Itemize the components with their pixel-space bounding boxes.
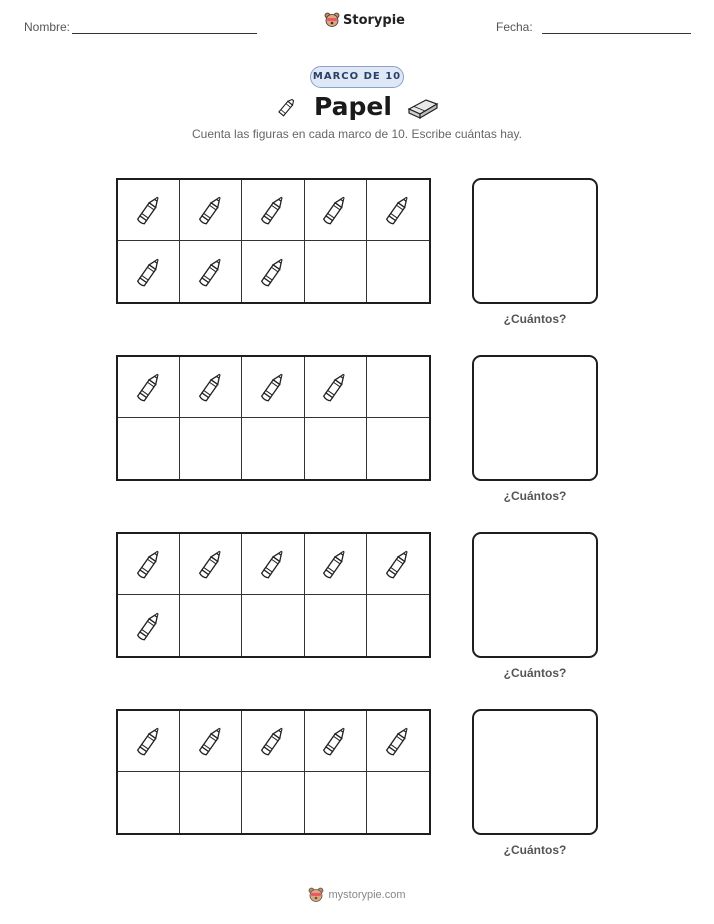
brand-name: Storypie	[343, 12, 405, 28]
frame-cell	[118, 357, 180, 418]
frame-cell	[305, 418, 367, 479]
crayon-icon	[274, 94, 300, 120]
crayon-icon	[130, 607, 168, 645]
frame-cell	[242, 772, 304, 833]
footer	[0, 887, 714, 903]
frame-cell	[242, 357, 304, 418]
date-line[interactable]	[542, 33, 691, 34]
frame-cell	[180, 241, 242, 302]
frame-cell	[367, 357, 429, 418]
frame-cell	[367, 418, 429, 479]
crayon-icon	[254, 253, 292, 291]
frame-cell	[305, 595, 367, 656]
frame-cell	[118, 241, 180, 302]
crayon-icon	[379, 191, 417, 229]
frame-cell	[305, 357, 367, 418]
ten-frame-3	[116, 532, 431, 658]
frame-cell	[242, 418, 304, 479]
crayon-icon	[130, 253, 168, 291]
bear-logo-icon	[308, 887, 324, 903]
frame-cell	[180, 711, 242, 772]
crayon-icon	[316, 722, 354, 760]
answer-box-1[interactable]	[472, 178, 598, 304]
crayon-icon	[192, 191, 230, 229]
question-label-2: ¿Cuántos?	[503, 489, 567, 503]
frame-cell	[367, 241, 429, 302]
frame-cell	[305, 711, 367, 772]
frame-cell	[242, 180, 304, 241]
name-line[interactable]	[72, 33, 257, 34]
crayon-icon	[130, 722, 168, 760]
footer-url: mystorypie.com	[328, 889, 406, 901]
frame-cell	[367, 534, 429, 595]
crayon-icon	[192, 545, 230, 583]
bear-logo-icon	[324, 12, 340, 28]
frame-cell	[180, 534, 242, 595]
crayon-icon	[254, 368, 292, 406]
instructions: Cuenta las figuras en cada marco de 10. Escribe cuántas hay.	[192, 127, 522, 141]
brand-logo	[324, 12, 405, 28]
crayon-icon	[130, 368, 168, 406]
name-label: Nombre:	[24, 20, 71, 34]
page-title: Papel	[314, 92, 392, 121]
title-row	[0, 92, 714, 121]
crayon-icon	[130, 545, 168, 583]
frame-cell	[180, 772, 242, 833]
eraser-icon	[406, 94, 440, 120]
frame-cell	[305, 241, 367, 302]
crayon-icon	[192, 722, 230, 760]
frame-cell	[367, 711, 429, 772]
crayon-icon	[192, 253, 230, 291]
crayon-icon	[379, 545, 417, 583]
date-label: Fecha:	[496, 20, 533, 34]
crayon-icon	[316, 191, 354, 229]
ten-frame-4	[116, 709, 431, 835]
question-label-3: ¿Cuántos?	[503, 666, 567, 680]
crayon-icon	[254, 722, 292, 760]
frame-cell	[305, 534, 367, 595]
frame-cell	[305, 180, 367, 241]
frame-cell	[118, 711, 180, 772]
frame-cell	[242, 595, 304, 656]
frame-cell	[180, 357, 242, 418]
frame-cell	[180, 595, 242, 656]
crayon-icon	[379, 722, 417, 760]
ten-frame-1	[116, 178, 431, 304]
crayon-icon	[254, 545, 292, 583]
crayon-icon	[130, 191, 168, 229]
question-label-4: ¿Cuántos?	[503, 843, 567, 857]
frame-cell	[367, 180, 429, 241]
frame-cell	[242, 711, 304, 772]
crayon-icon	[316, 368, 354, 406]
crayon-icon	[192, 368, 230, 406]
crayon-icon	[254, 191, 292, 229]
answer-box-2[interactable]	[472, 355, 598, 481]
frame-cell	[367, 772, 429, 833]
worksheet-type-badge: MARCO DE 10	[310, 66, 404, 88]
crayon-icon	[316, 545, 354, 583]
question-label-1: ¿Cuántos?	[503, 312, 567, 326]
frame-cell	[118, 595, 180, 656]
answer-box-3[interactable]	[472, 532, 598, 658]
frame-cell	[118, 418, 180, 479]
frame-cell	[305, 772, 367, 833]
answer-box-4[interactable]	[472, 709, 598, 835]
frame-cell	[118, 180, 180, 241]
frame-cell	[180, 180, 242, 241]
frame-cell	[118, 534, 180, 595]
frame-cell	[180, 418, 242, 479]
frame-cell	[242, 241, 304, 302]
frame-cell	[242, 534, 304, 595]
frame-cell	[118, 772, 180, 833]
ten-frame-2	[116, 355, 431, 481]
frame-cell	[367, 595, 429, 656]
